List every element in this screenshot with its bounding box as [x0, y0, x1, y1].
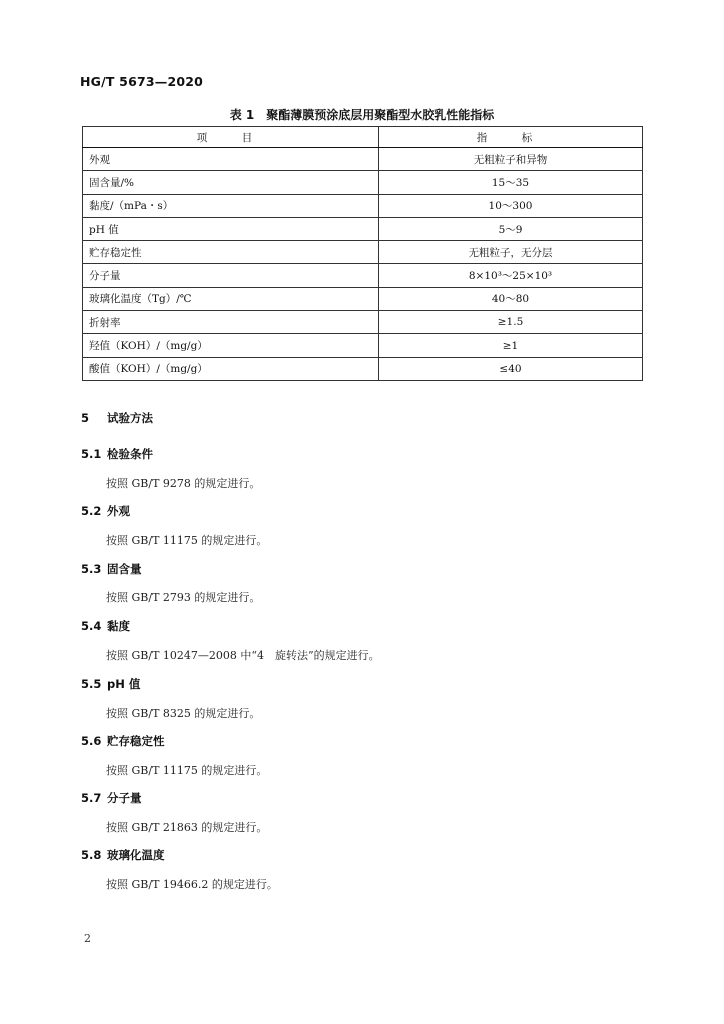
section-title: 试验方法: [107, 411, 153, 425]
section-number: 5.7: [81, 791, 102, 805]
subsection-heading: [81, 618, 130, 634]
table-row: [83, 334, 643, 357]
subsection-heading: [81, 561, 142, 577]
row-value: 无粗粒子，无分层: [379, 241, 643, 264]
section-number: 5.6: [81, 734, 102, 748]
row-item: 黏度/（mPa・s）: [83, 194, 379, 217]
subsection-heading: [81, 446, 153, 462]
table-row: [83, 241, 643, 264]
row-value: 40～80: [379, 287, 643, 310]
section-heading: [81, 410, 153, 426]
section-text: 按照 GB/T 9278 的规定进行。: [106, 477, 261, 490]
row-item: 分子量: [83, 264, 379, 287]
section-text: 按照 GB/T 8325 的规定进行。: [106, 707, 261, 720]
table-row: [83, 311, 643, 334]
row-item: 玻璃化温度（Tg）/℃: [83, 287, 379, 310]
subsection-heading: [81, 847, 165, 863]
table-row: [83, 194, 643, 217]
section-number: 5.5: [81, 677, 102, 691]
table-row: [83, 171, 643, 194]
performance-table: [82, 126, 643, 381]
row-item: 羟值（KOH）/（mg/g）: [83, 334, 379, 357]
row-value: 无粗粒子和异物: [379, 148, 643, 171]
column-header-item: 项 目: [83, 127, 379, 148]
section-title: 分子量: [107, 791, 142, 805]
row-value: 5～9: [379, 217, 643, 240]
subsection-heading: [81, 790, 142, 806]
row-value: 15～35: [379, 171, 643, 194]
table-row: [83, 217, 643, 240]
section-number: 5.2: [81, 504, 102, 518]
table-row: [83, 357, 643, 380]
section-title: 外观: [107, 504, 130, 518]
section-text: 按照 GB/T 10247—2008 中“4 旋转法”的规定进行。: [106, 649, 380, 662]
column-header-value: 指 标: [379, 127, 643, 148]
row-value: 8×10³～25×10³: [379, 264, 643, 287]
section-number: 5.4: [81, 619, 102, 633]
table-row: [83, 148, 643, 171]
section-number: 5.8: [81, 848, 102, 862]
section-title: pH 值: [107, 677, 141, 691]
section-title: 黏度: [107, 619, 130, 633]
row-value: ≥1: [379, 334, 643, 357]
section-text: 按照 GB/T 21863 的规定进行。: [106, 821, 268, 834]
row-item: 贮存稳定性: [83, 241, 379, 264]
table-row: [83, 264, 643, 287]
page-number: 2: [84, 932, 91, 945]
row-value: 10～300: [379, 194, 643, 217]
row-item: 折射率: [83, 311, 379, 334]
table-row: [83, 287, 643, 310]
section-text: 按照 GB/T 19466.2 的规定进行。: [106, 878, 278, 891]
document-code: HG/T 5673—2020: [80, 74, 204, 89]
row-item: 酸值（KOH）/（mg/g）: [83, 357, 379, 380]
section-number: 5: [81, 411, 90, 425]
row-value: ≤40: [379, 357, 643, 380]
subsection-heading: [81, 733, 165, 749]
section-number: 5.1: [81, 447, 102, 461]
table-title: 表 1 聚酯薄膜预涂底层用聚酯型水胶乳性能指标: [229, 108, 495, 122]
section-title: 检验条件: [107, 447, 153, 461]
subsection-heading: [81, 503, 130, 519]
section-text: 按照 GB/T 11175 的规定进行。: [106, 764, 268, 777]
section-number: 5.3: [81, 562, 102, 576]
section-text: 按照 GB/T 11175 的规定进行。: [106, 534, 268, 547]
table-header-row: [83, 127, 643, 148]
row-item: 固含量/%: [83, 171, 379, 194]
row-item: pH 值: [83, 217, 379, 240]
section-text: 按照 GB/T 2793 的规定进行。: [106, 591, 261, 604]
section-title: 玻璃化温度: [107, 848, 165, 862]
row-item: 外观: [83, 148, 379, 171]
section-title: 固含量: [107, 562, 142, 576]
subsection-heading: [81, 676, 140, 692]
row-value: ≥1.5: [379, 311, 643, 334]
section-title: 贮存稳定性: [107, 734, 165, 748]
